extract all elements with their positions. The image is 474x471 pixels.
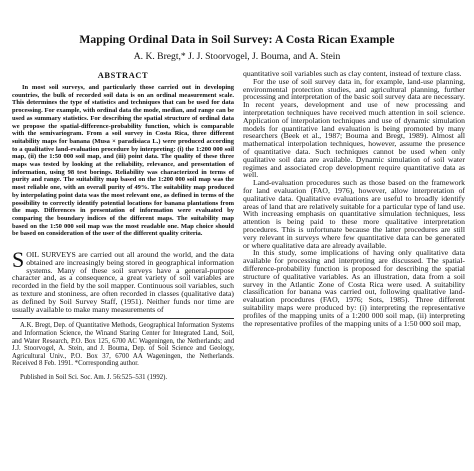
right-column: [243, 70, 465, 327]
paper-title: Mapping Ordinal Data in Soil Survey: A Costa Rican Example: [79, 33, 395, 46]
intro-paragraph: [12, 247, 234, 314]
abstract-text: In most soil surveys, and particularly those carried out in developing countries, the bulk of recorded soil data is on an ordinal measurement scale. This determines the type of statistics and techniques that can be used for data processing. For example, with ordinal data the mode, median, and range can be used as summary statistics. For describing the spatial structure of ordinal data we propose the spatial-difference-probability function, which is comparable with the semivariogram. From a soil survey in Costa Rica, three different suitability maps for banana (Musa × paradisiaca L.) were produced according to a qualitative land-evaluation procedure by interpreting: (i) the 1:200 000 soil map, (ii) the 1:50 000 soil map, and (iii) point data. The quality of these three maps was tested by looking at the reliability, relevance, and presentation of information, using 98 test borings. Reliability was characterized in terms of purity and range. The suitability map based on the 1:200 000 soil map was the most reliable one, with an overall purity of 49%. The suitability map produced by interpolating point data was the most relevant one, as defined in terms of the possibility to correctly identify potential locations for banana plantations from the map. Differences in presentation of information were evaluated by comparing the boundary indices of the different maps. The suitability map based on the 1:50 000 soil map was the most readable one. Map choice should be based on consideration of the user of the different quality criteria.: [12, 84, 234, 238]
body-paragraph: quantitative soil variables such as clay content, instead of texture class.: [243, 69, 462, 78]
abstract-heading: ABSTRACT: [97, 71, 149, 80]
intro-text: are carried out all around the world, and the data obtained are increasingly being stored in geographical information systems. Many of these soil surveys have a general-purpose character and, as a consequence, a great variety of soil variables are recorded in the field by the soil mapper. Continuous soil variables, such as texture and stoniness, are often recorded in classes (qualitative data) as defined by Soil Survey Staff, (1951). Neither funds nor time are usually available to make many measurements of: [12, 250, 234, 314]
publication-info: Published in Soil Sci. Soc. Am. J. 56:525–531 (1992).: [20, 374, 168, 381]
paper-authors: A. K. Bregt,* J. J. Stoorvogel, J. Bouma, and A. Stein: [133, 51, 341, 62]
body-paragraph: In this study, some implications of having only qualitative data available for processing and interpreting are discussed. The spatial-difference-probability function is proposed for describing the spatial structure of qualitative variables. As an illustration, data from a soil survey in the Atlantic Zone of Costa Rica were used. A suitability classification for banana was carried out, following qualitative land-evaluation procedures (FAO, 1976; Sots, 1985). Three different suitability maps were produced by: (i) interpreting the representative profiles of the mapping units of a 1:200 000 soil map, (ii) interpreting the representative profiles of the mapping units of a 1:50 000 soil map,: [243, 248, 465, 328]
left-column: [12, 70, 234, 382]
intro-smallcaps: OIL SURVEYS: [26, 250, 76, 260]
drop-cap: S: [12, 247, 25, 273]
body-paragraph: Land-evaluation procedures such as those based on the framework for land evaluation (FAO, 1976), however, allow interpretation of qualitative data. Qualitative evaluations are useful to broadly identify areas of land that are relatively suitable for a particular type of land use. With increasing emphasis on quantitative simulation techniques, less attention is being paid to these more qualitative interpretation procedures. This is unfortunate because the latter procedures are still very relevant in surveys where few quantitative data can be generated or where qualitative data are already available.: [243, 178, 465, 250]
footnote-rule: [12, 318, 234, 319]
body-paragraph: For the use of soil survey data in, for example, land-use planning, environmental protection studies, and agricultural planning, further processing and interpretation of the basic soil survey data are necessary. In recent years, development and use of new processing and interpretation techniques have received much attention in soil science. Application of interpolation techniques and use of dynamic simulation models for quantitative land evaluation is being promoted by many researchers (Beek et al., 1987; Bouma and Bregt, 1989). Almost all mathematical interpolation techniques, however, assume the presence of quantitative data. Such techniques cannot be used when only qualitative soil data are available. Dynamic simulation of soil water regimes and associated crop development require quantitative data as well.: [243, 76, 465, 180]
author-affiliation: A.K. Bregt, Dep. of Quantitative Methods, Geographical Information Systems and Information Science, the Winand Staring Center for Integrated Land, Soil, and Water Research, P.O. Box 125, 6700 AC Wageningen, the Netherlands; and J.J. Stoorvogel, A. Stein, and J. Bouma, Dep. of Soil Science and Geology, Agricultural Univ., P.O. Box 37, 6700 AA Wageningen, the Netherlands. Received 8 Feb. 1991. *Corresponding author.: [12, 322, 234, 368]
